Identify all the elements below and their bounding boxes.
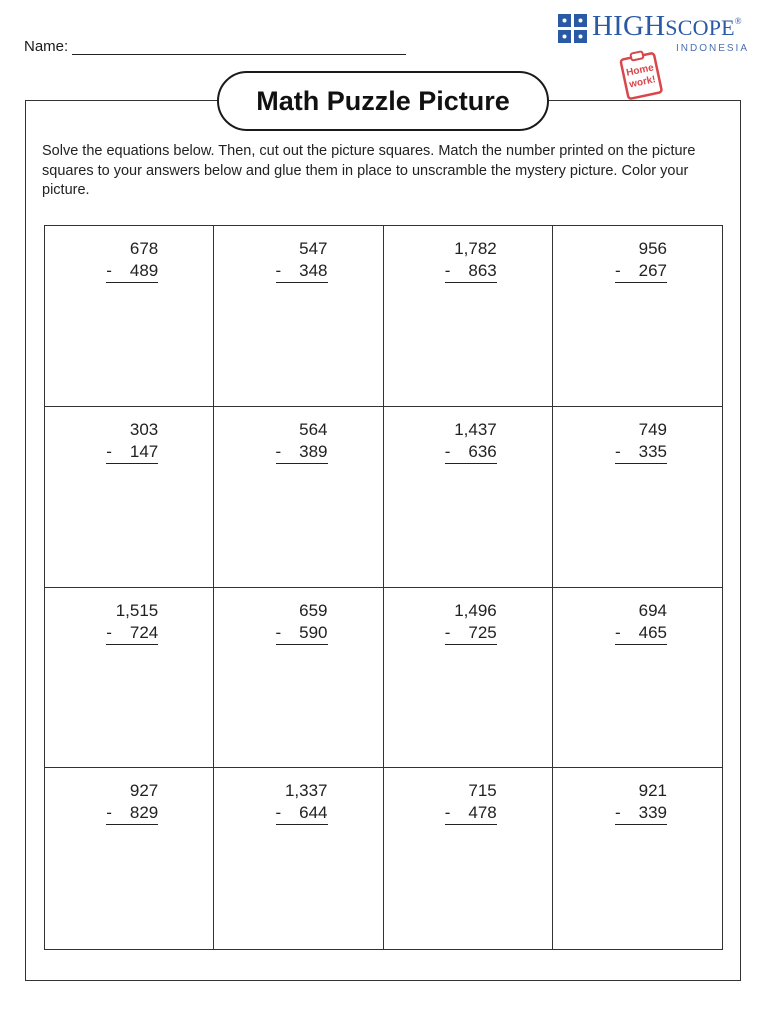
minuend: 694 <box>638 600 667 620</box>
svg-text:work!: work! <box>628 74 657 91</box>
problem-cell[interactable] <box>553 768 722 949</box>
subtrahend: 829 <box>129 803 159 823</box>
problem-cell[interactable] <box>384 226 553 407</box>
subtrahend: 465 <box>638 622 667 642</box>
minuend: 1,496 <box>454 600 497 620</box>
subtraction-problem <box>106 600 158 645</box>
svg-text:Home: Home <box>625 62 655 79</box>
minus-sign: - <box>106 803 112 823</box>
minus-sign: - <box>275 441 282 461</box>
minuend: 749 <box>638 419 667 439</box>
minuend: 303 <box>129 419 159 439</box>
subtraction-problem <box>445 600 497 645</box>
problem-cell[interactable] <box>384 768 553 949</box>
subtrahend: 644 <box>299 803 328 823</box>
subtraction-problem <box>106 780 158 825</box>
logo-squares-icon <box>558 14 588 44</box>
subtraction-problem <box>615 780 667 825</box>
problem-cell[interactable] <box>214 407 383 588</box>
minuend: 564 <box>299 419 328 439</box>
subtrahend: 147 <box>129 441 159 461</box>
minus-sign: - <box>615 622 621 642</box>
subtraction-problem <box>276 238 328 283</box>
subtraction-problem <box>445 238 497 283</box>
problem-cell[interactable] <box>553 407 722 588</box>
subtrahend: 348 <box>299 261 328 280</box>
homework-badge-icon <box>618 48 664 102</box>
subtrahend: 335 <box>638 441 667 461</box>
subtrahend: 389 <box>299 441 328 461</box>
logo-wordmark: HIGHSCOPE® <box>592 10 742 42</box>
subtraction-problem <box>276 780 328 825</box>
minus-sign: - <box>444 261 451 280</box>
minus-sign: - <box>106 622 112 642</box>
subtraction-problem <box>615 419 667 464</box>
minuend: 1,782 <box>454 239 497 258</box>
minus-sign: - <box>615 261 621 280</box>
instructions-text: Solve the equations below. Then, cut out the picture squares. Match the number printed on the picture squares to your answers below and glue them in place to unscramble the mystery picture. Color your picture. <box>42 143 696 198</box>
minuend: 1,515 <box>115 600 159 620</box>
minus-sign: - <box>444 622 451 642</box>
problem-cell[interactable] <box>384 588 553 769</box>
problem-cell[interactable] <box>214 588 383 769</box>
subtrahend: 339 <box>638 803 667 823</box>
name-label: Name: <box>24 38 69 55</box>
minus-sign: - <box>275 261 282 280</box>
minuend: 956 <box>638 239 667 258</box>
subtrahend: 267 <box>638 261 667 280</box>
minus-sign: - <box>444 441 451 461</box>
minuend: 921 <box>638 781 667 801</box>
subtrahend: 478 <box>468 803 497 823</box>
subtraction-problem <box>276 419 328 464</box>
subtrahend: 724 <box>129 622 159 642</box>
problem-cell[interactable] <box>45 226 214 407</box>
minus-sign: - <box>275 622 282 642</box>
subtrahend: 489 <box>129 261 159 280</box>
problem-cell[interactable] <box>214 226 383 407</box>
minuend: 659 <box>299 600 328 620</box>
subtraction-problem <box>445 419 497 464</box>
subtraction-problem <box>276 600 328 645</box>
problem-cell[interactable] <box>214 768 383 949</box>
minus-sign: - <box>275 803 282 823</box>
minuend: 927 <box>129 781 159 801</box>
problem-cell[interactable] <box>45 768 214 949</box>
minus-sign: - <box>615 441 621 461</box>
minuend: 678 <box>129 239 159 258</box>
logo-subtitle: INDONESIA <box>676 43 750 54</box>
name-field-row <box>24 38 406 55</box>
problem-cell[interactable] <box>553 226 722 407</box>
problem-cell[interactable] <box>45 407 214 588</box>
subtraction-problem <box>615 600 667 645</box>
highscope-logo <box>556 10 756 104</box>
subtraction-problem <box>445 780 497 825</box>
subtrahend: 590 <box>299 622 328 642</box>
problem-cell[interactable] <box>384 407 553 588</box>
minuend: 1,337 <box>284 781 328 801</box>
minus-sign: - <box>444 803 451 823</box>
minus-sign: - <box>106 441 112 461</box>
minuend: 1,437 <box>454 419 497 439</box>
subtraction-problem <box>615 238 667 283</box>
minus-sign: - <box>106 261 112 280</box>
subtrahend: 863 <box>468 261 497 280</box>
name-input-line[interactable] <box>72 39 406 55</box>
subtraction-problem <box>106 238 158 283</box>
problem-cell[interactable] <box>45 588 214 769</box>
minus-sign: - <box>615 803 621 823</box>
subtraction-problem <box>106 419 158 464</box>
minuend: 715 <box>468 781 497 801</box>
subtrahend: 636 <box>468 441 497 461</box>
page-title: Math Puzzle Picture <box>217 71 549 131</box>
problem-grid <box>44 225 723 950</box>
subtrahend: 725 <box>468 622 497 642</box>
minuend: 547 <box>299 239 328 258</box>
problem-cell[interactable] <box>553 588 722 769</box>
